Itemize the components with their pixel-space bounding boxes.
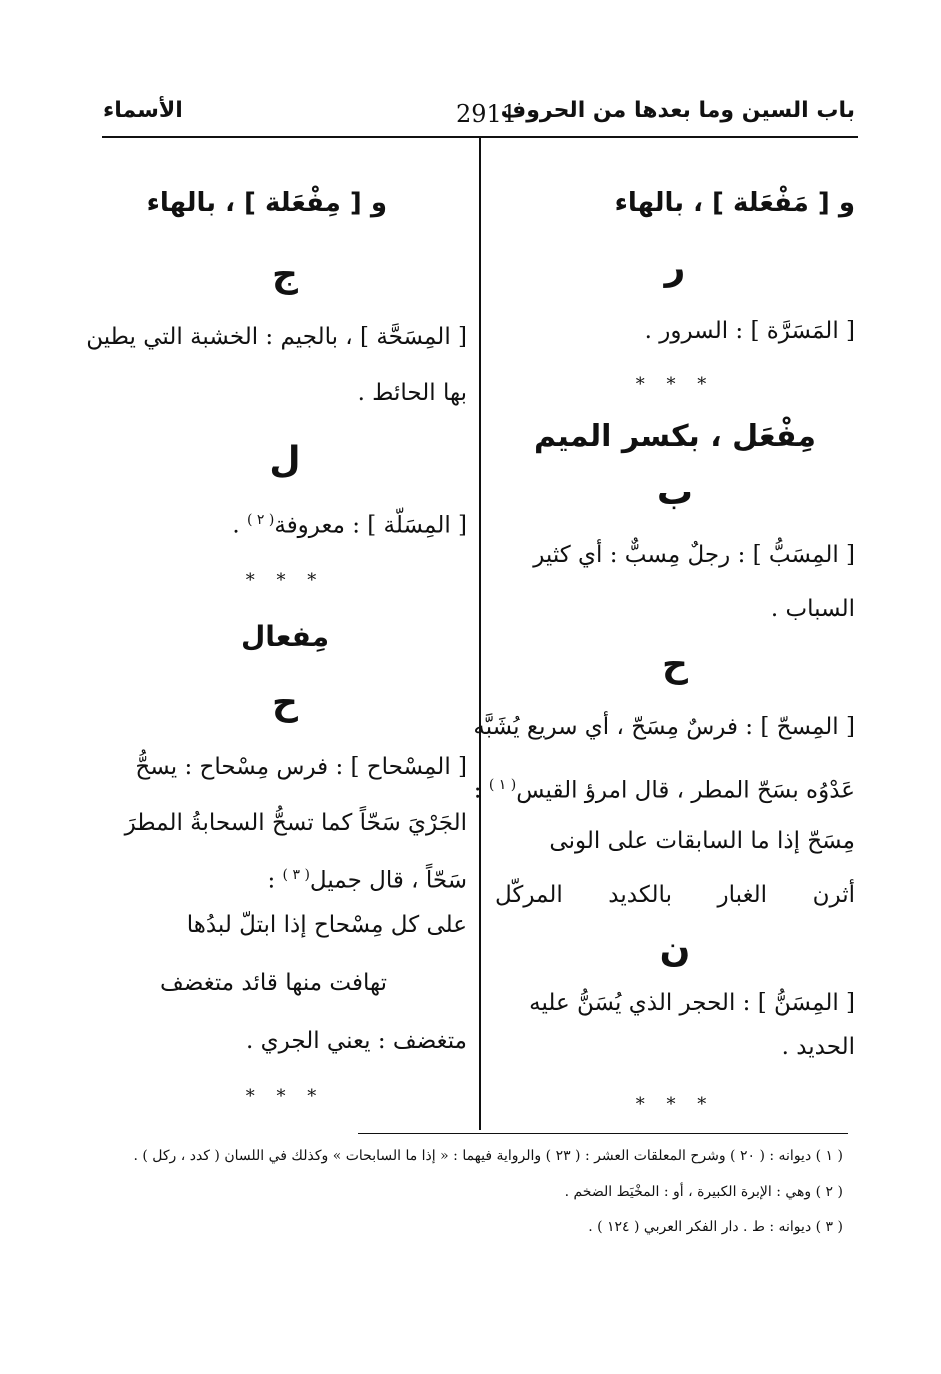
running-head-chapter: باب السين وما بعدها من الحروف: [500, 98, 855, 123]
section-separator: * * *: [635, 1094, 715, 1115]
entry-text: [ المِسَحَّة ] ، بالجيم : الخشبة التي يطين: [86, 324, 467, 350]
poem-line: على كل مِسْحاح إذا ابتلّ لبدُها: [186, 912, 467, 938]
entry-text: متغضف : يعني الجري .: [246, 1028, 467, 1054]
entry-text: [267, 860, 467, 896]
entry-text-run: سَحّاً ، قال جميل: [309, 867, 467, 894]
entry-text-run: عَدْوُه بسَحّ المطر ، قال امرؤ القيس: [516, 777, 855, 804]
running-head-section: الأسماء: [103, 98, 183, 123]
footnote-rule: [358, 1133, 848, 1134]
letter-heading: ن: [659, 929, 691, 970]
poem-line: تهافت منها قائد متغضف: [160, 970, 387, 996]
letter-heading: ب: [656, 472, 694, 513]
entry-text: [ المِسَنُّ ] : الحجر الذي يُسَنُّ عليه: [529, 990, 855, 1016]
column-divider: [479, 136, 481, 1130]
entry-text-run: [ المِسَلّة ] : معروفة: [274, 512, 467, 539]
entry-text: [ المِسَبُّ ] : رجلٌ مِسبٌّ : أي كثير: [533, 542, 855, 568]
letter-heading: ح: [272, 682, 298, 723]
entry-text: السباب .: [770, 596, 855, 622]
entry-text: الجَرْيَ سَحّاً كما تسحُّ السحابةُ المطرَ: [124, 810, 467, 836]
section-heading: و [ مِفْعَلة ] ، بالهاء: [146, 188, 387, 218]
letter-heading: ل: [269, 440, 301, 481]
footnote-marker: ( ٢ ): [246, 512, 275, 528]
letter-heading: ح: [662, 644, 688, 685]
footnote-marker: ( ١ ): [488, 777, 517, 793]
poem-line: أثرن الغبار بالكديد المركّل: [495, 882, 855, 908]
section-separator: * * *: [635, 374, 715, 395]
footnote: ( ١ ) ديوانه : ( ٢٠ ) وشرح المعلقات العشر : ( ٢٣ ) والرواية فيهما : « إذا ما السابحات » وكذلك في اللسان ( كدد ، ركل ) .: [133, 1148, 843, 1164]
poem-line: مِسَحّ إذا ما السابقات على الونى: [549, 828, 855, 854]
entry-text: الحديد .: [781, 1034, 855, 1060]
entry-text: [232, 505, 467, 541]
entry-text: [ المَسَرَّة ] : السرور .: [644, 318, 855, 344]
section-separator: * * *: [245, 570, 325, 591]
letter-heading: ج: [272, 254, 298, 295]
entry-text: [ المِسحّ ] : فرسٌ مِسَحّ ، أي سريع يُشَبَّه: [473, 714, 855, 740]
section-heading: مِفْعَل ، بكسر الميم: [534, 419, 816, 454]
section-heading: و [ مَفْعَلة ] ، بالهاء: [614, 188, 855, 218]
section-separator: * * *: [245, 1086, 325, 1107]
letter-heading: ر: [664, 247, 686, 288]
entry-text-run: :: [473, 777, 489, 804]
entry-text: بها الحائط .: [357, 380, 467, 406]
section-heading: مِفعال: [240, 620, 330, 653]
entry-text: [474, 770, 855, 806]
footnote: ( ٢ ) وهي : الإبرة الكبيرة ، أو : المخْيَط الضخم .: [564, 1184, 843, 1200]
entry-text-run: .: [232, 512, 247, 539]
footnote: ( ٣ ) ديوانه : ط . دار الفكر العربي ( ١٢٤ ) .: [588, 1219, 843, 1235]
page-number: 2911: [456, 100, 518, 128]
footnote-marker: ( ٣ ): [282, 867, 310, 883]
entry-text-run: :: [267, 867, 283, 894]
entry-text: [ المِسْحاح ] : فرس مِسْحاح : يسحُّ: [135, 754, 467, 780]
